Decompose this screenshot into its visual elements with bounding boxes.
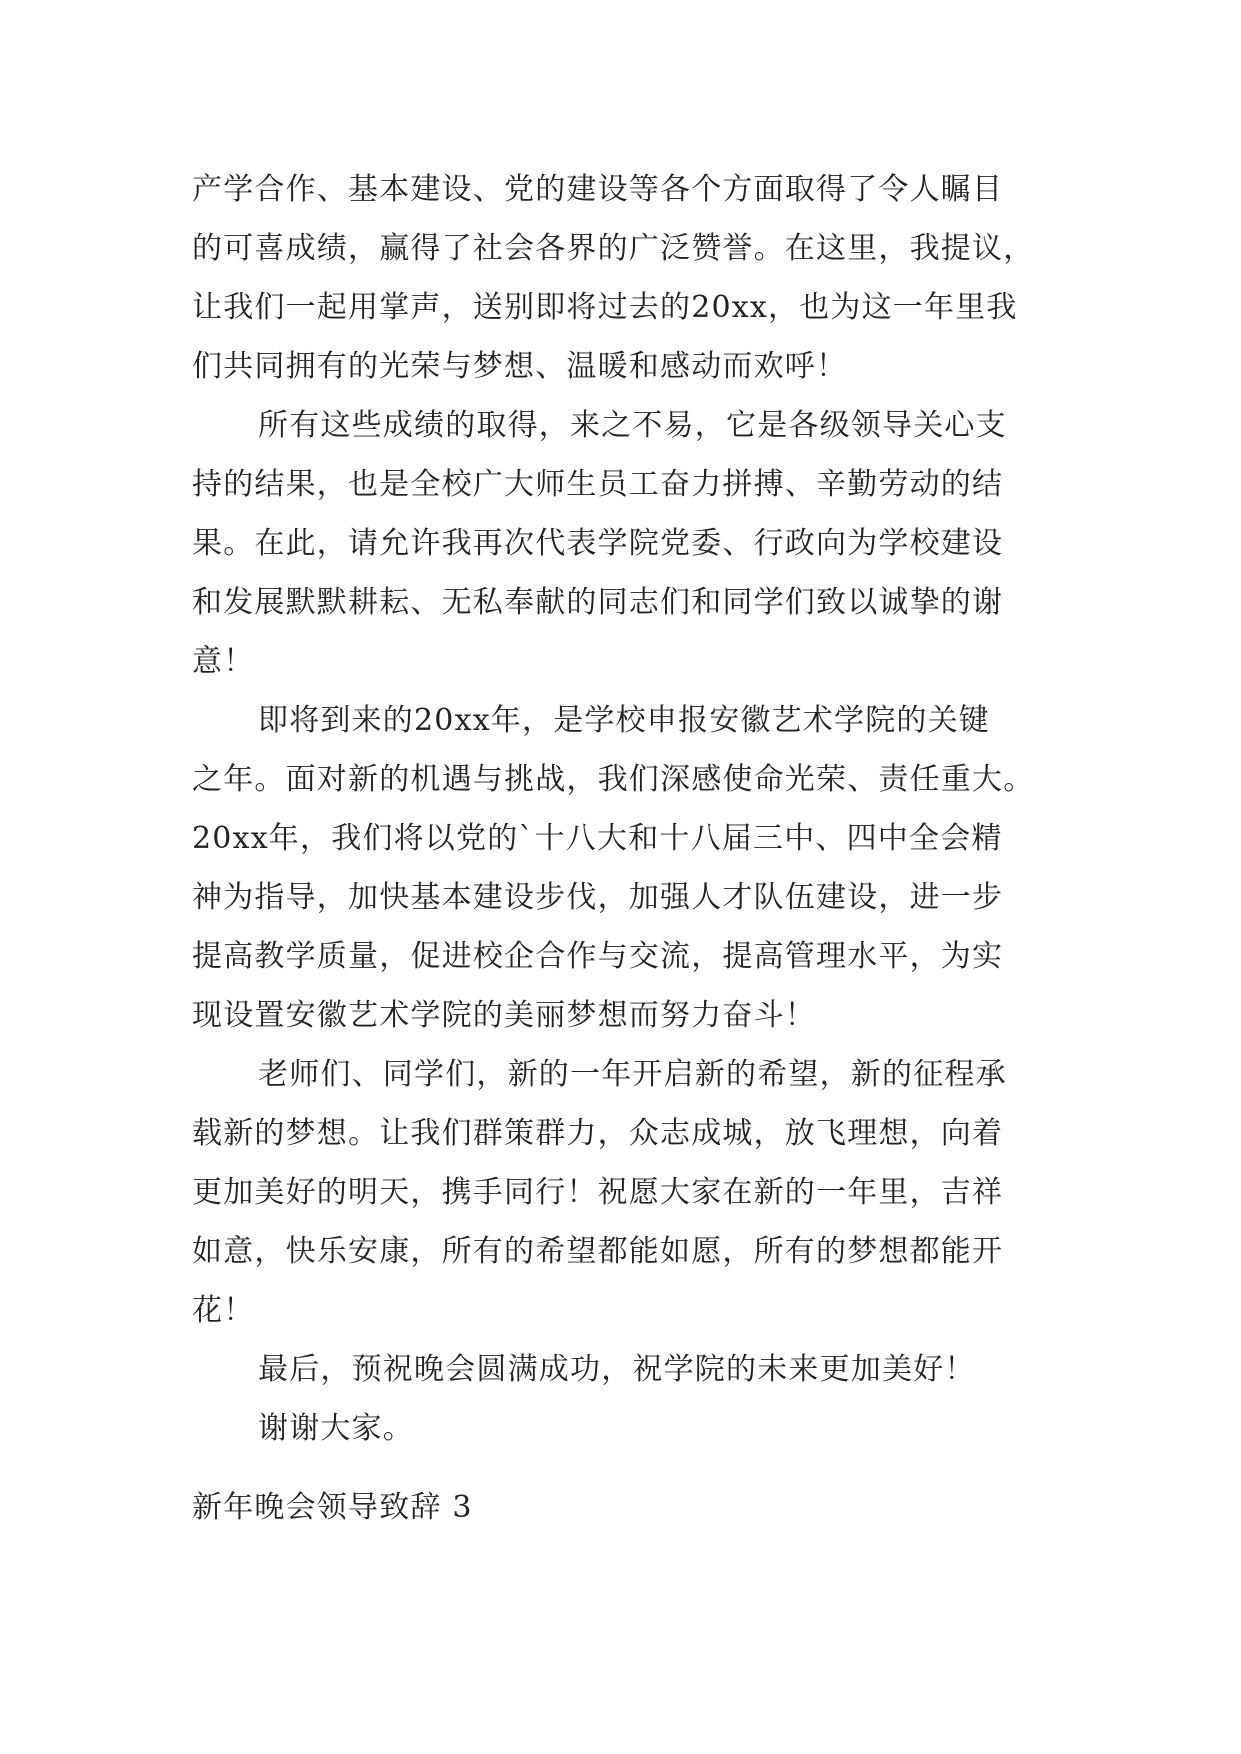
text-line: 果。在此，请允许我再次代表学院党委、行政向为学校建设 [192,526,1004,561]
paragraph-new-year-plans [192,691,1062,1045]
text-line: 谢谢大家。 [258,1411,414,1446]
paragraph-wishes [192,1045,1062,1340]
text-line: 所有这些成绩的取得，来之不易，它是各级领导关心支 [258,408,1007,443]
text-line: 现设置安徽艺术学院的美丽梦想而努力奋斗！ [192,998,816,1033]
text-line: 花！ [192,1293,255,1328]
text-line: 提高教学质量，促进校企合作与交流，提高管理水平，为实 [192,939,1004,974]
text-line: 更加美好的明天，携手同行！祝愿大家在新的一年里，吉祥 [192,1175,1004,1210]
text-line: 持的结果，也是全校广大师生员工奋力拼搏、辛勤劳动的结 [192,467,1004,502]
paragraph-achievements [192,160,1062,396]
text-line: 的可喜成绩，赢得了社会各界的广泛赞誉。在这里，我提议， [192,231,1035,266]
text-line: 老师们、同学们，新的一年开启新的希望，新的征程承 [258,1057,1007,1092]
paragraph-gratitude [192,396,1062,691]
paragraph-closing-wish [192,1340,1062,1399]
text-line: 产学合作、基本建设、党的建设等各个方面取得了令人瞩目 [192,172,1004,207]
text-line: 和发展默默耕耘、无私奉献的同志们和同学们致以诚挚的谢 [192,585,1004,620]
text-line: 即将到来的20xx年，是学校申报安徽艺术学院的关键 [258,703,991,738]
text-line: 20xx年，我们将以党的`十八大和十八届三中、四中全会精 [192,821,1003,856]
text-line: 如意，快乐安康，所有的希望都能如愿，所有的梦想都能开 [192,1234,1004,1269]
text-line: 之年。面对新的机遇与挑战，我们深感使命光荣、责任重大。 [192,762,1035,797]
text-line: 神为指导，加快基本建设步伐，加强人才队伍建设，进一步 [192,880,1004,915]
text-line: 让我们一起用掌声，送别即将过去的20xx，也为这一年里我 [192,290,1018,325]
text-line: 最后，预祝晚会圆满成功，祝学院的未来更加美好！ [258,1352,976,1387]
text-line: 意！ [192,644,255,679]
text-line: 们共同拥有的光荣与梦想、温暖和感动而欢呼！ [192,349,848,384]
text-line: 载新的梦想。让我们群策群力，众志成城，放飞理想，向着 [192,1116,1004,1151]
section-heading: 新年晚会领导致辞 3 [192,1490,473,1525]
document-body [192,160,1062,1458]
paragraph-thanks [192,1399,1062,1458]
